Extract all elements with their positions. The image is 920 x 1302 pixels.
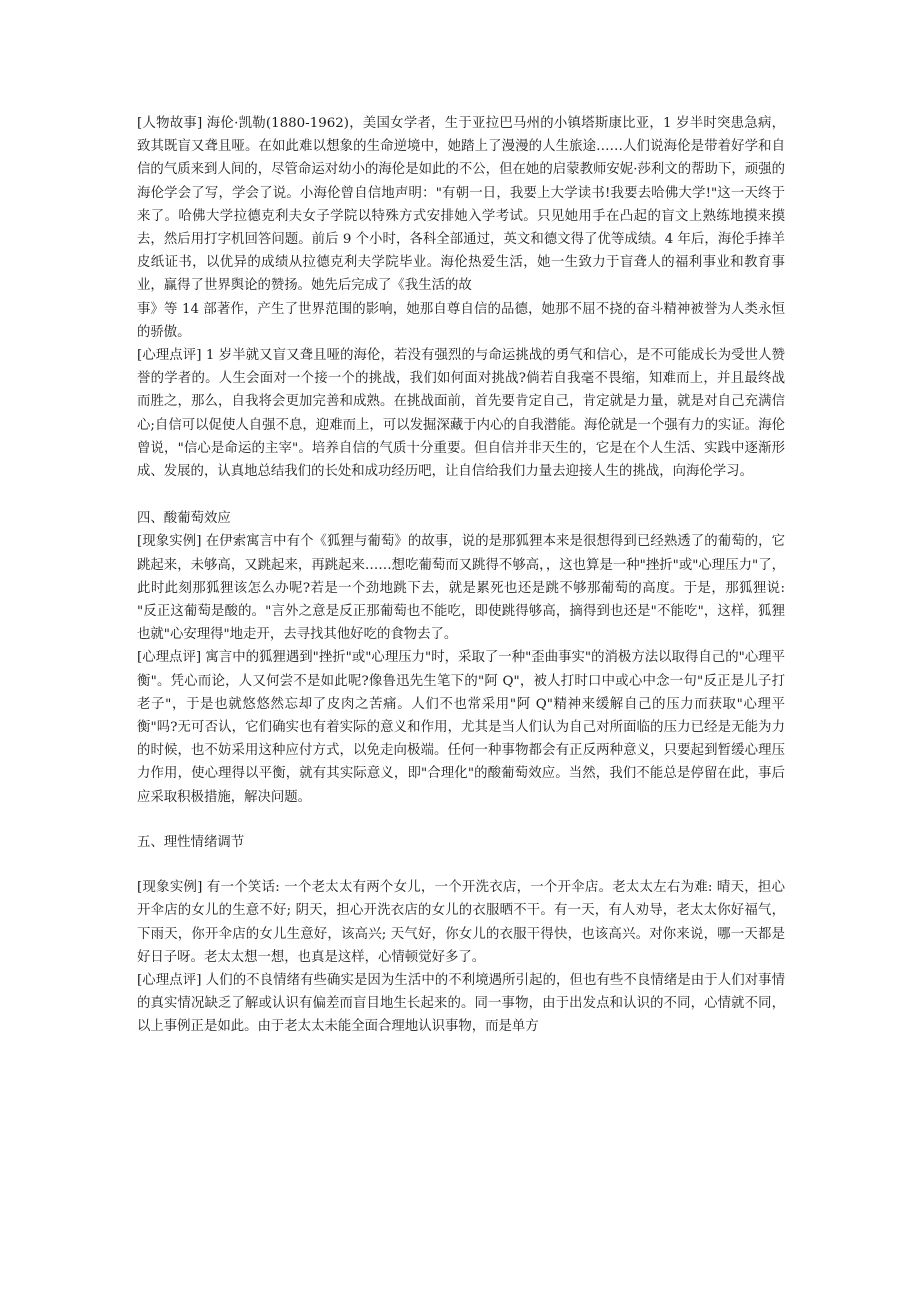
helen-comment-paragraph: [心理点评] 1 岁半就又盲又聋且哑的海伦，若没有强烈的与命运挑战的勇气和信心，是不可能成长为受世人赞誉的学者的。人生会面对一个接一个的挑战，我们如何面对挑战?倘若自我毫不畏缩，知难而上，并且最终战而胜之，那么，自我将会更加完善和成熟。在挑战面前，首先要肯定自己，肯定就是力量，就是对自己充满信心;自信可以促使人自强不息，迎难而上，可以发掘深藏于内心的自我潜能。海伦就是一个强有力的实证。海伦曾说，"信心是命运的主宰"。培养自信的气质十分重要。但自信并非天生的，它是在个人生活、实践中逐渐形成、发展的，认真地总结我们的长处和成功经历吧，让自信给我们力量去迎接人生的挑战，向海伦学习。 (137, 348, 785, 480)
old-lady-example-paragraph: [现象实例] 有一个笑话: 一个老太太有两个女儿，一个开洗衣店，一个开伞店。老太太左右为难: 晴天，担心开伞店的女儿的生意不好; 阴天，担心开洗衣店的女儿的衣服晒不干。有一天，有人劝导，老太太你好福气，下雨天，你开伞店的女儿生意好，该高兴; 天气好，你女儿的衣服干得快，也该高兴。对你来说，哪一天都是好日子呀。老太太想一想，也真是这样，心情顿觉好多了。 (137, 880, 785, 965)
fox-comment-paragraph: [心理点评] 寓言中的狐狸遇到"挫折"或"心理压力"时，采取了一种"歪曲事实"的消极方法以取得自己的"心理平衡"。凭心而论，人又何尝不是如此呢?像鲁迅先生笔下的"阿 Q"，被人打时口中或心中念一句"反正是儿子打老子"，于是也就悠悠然忘却了皮肉之苦痛。人们不也常采用"阿 Q"精神来缓解自己的压力而获取"心理平衡"吗?无可否认，它们确实也有着实际的意义和作用，尤其是当人们认为自己对所面临的压力已经是无能为力的时候，也不妨采用这种应付方式，以免走向极端。任何一种事物都会有正反两种意义，只要起到暂缓心理压力作用，使心理得以平衡，就有其实际意义，即"合理化"的酸葡萄效应。当然，我们不能总是停留在此，事后应采取积极措施，解决问题。 (137, 650, 785, 805)
section-gap (137, 809, 785, 831)
section-heading-rational-emotion: 五、理性情绪调节 (137, 834, 245, 850)
helen-story-paragraph: [人物故事] 海伦·凯勒(1880-1962)，美国女学者，生于亚拉巴马州的小镇塔斯康比亚，1 岁半时突患急病，致其既盲又聋且哑。在如此难以想象的生命逆境中，她踏上了漫漫的人生旅途……人们说海伦是带着好学和自信的气质来到人间的，尽管命运对幼小的海伦是如此的不公，但在她的启蒙教师安妮·莎利文的帮助下，顽强的海伦学会了写，学会了说。小海伦曾自信地声明："有朝一日，我要上大学读书!我要去哈佛大学!"这一天终于来了。哈佛大学拉德克利夫女子学院以特殊方式安排她入学考试。只见她用手在凸起的盲文上熟练地摸来摸去，然后用打字机回答问题。前后 9 个小时，各科全部通过，英文和德文得了优等成绩。4 年后，海伦手捧羊皮纸证书，以优异的成绩从拉德克利夫学院毕业。海伦热爱生活，她一生致力于盲聋人的福利事业和教育事业，赢得了世界舆论的赞扬。她先后完成了《我生活的故 事》等 14 部著作，产生了世界范围的影响，她那自尊自信的品德，她那不屈不挠的奋斗精神被誉为人类永恒的骄傲。 (137, 116, 785, 340)
section-heading-sour-grapes: 四、酸葡萄效应 (137, 511, 231, 527)
old-lady-comment-paragraph: [心理点评] 人们的不良情绪有些确实是因为生活中的不利境遇所引起的，但也有些不良情绪是由于人们对事情的真实情况缺乏了解或认识有偏差而盲目地生长起来的。同一事物，由于出发点和认识的不同，心情就不同，以上事例正是如此。由于老太太未能全面合理地认识事物，而是单方 (137, 972, 785, 1035)
section-gap (137, 854, 785, 876)
fox-example-paragraph: [现象实例] 在伊索寓言中有个《狐狸与葡萄》的故事，说的是那狐狸本来是很想得到已经熟透了的葡萄的，它跳起来，未够高，又跳起来，再跳起来……想吃葡萄而又跳得不够高，，这也算是一种"挫折"或"心理压力"了，此时此刻那狐狸该怎么办呢?若是一个劲地跳下去，就是累死也还是跳不够那葡萄的高度。于是，那狐狸说: "反正这葡萄是酸的。"言外之意是反正那葡萄也不能吃，即使跳得够高，摘得到也还是"不能吃"，这样，狐狸也就"心安理得"地走开，去寻找其他好吃的食物去了。 (137, 534, 790, 643)
document-page (137, 112, 790, 1039)
section-gap (137, 483, 785, 507)
